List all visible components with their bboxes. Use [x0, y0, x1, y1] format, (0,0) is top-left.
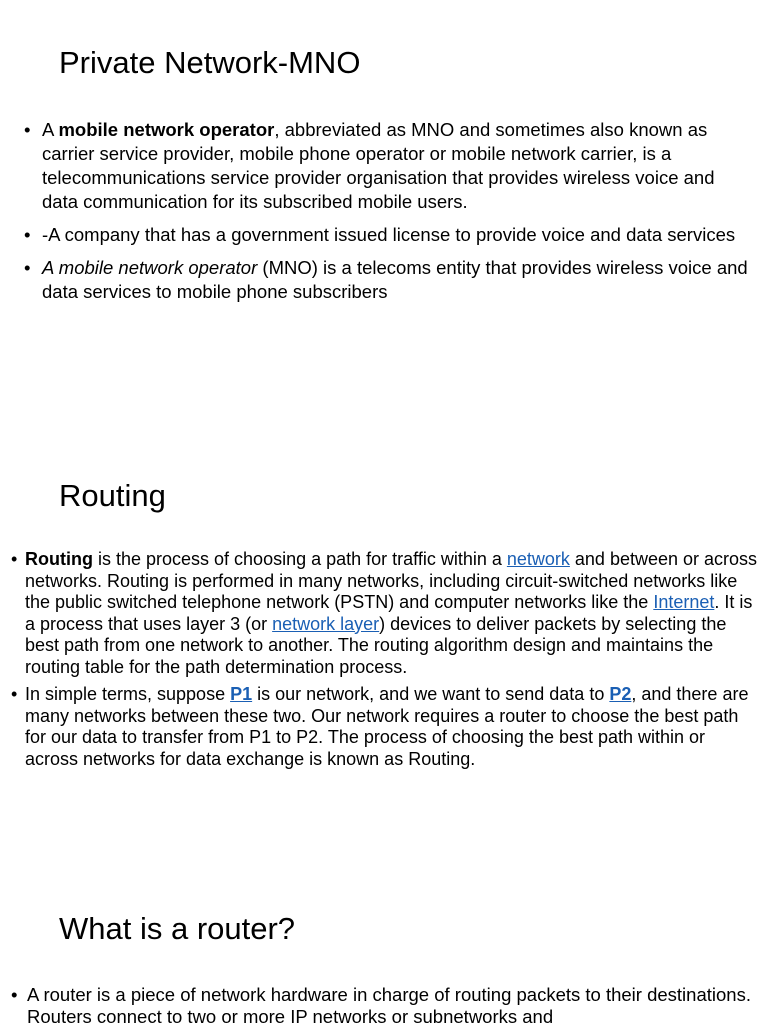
- text: is our network, and we want to send data to: [252, 684, 610, 704]
- term-mobile-network-operator: mobile network operator: [58, 119, 275, 140]
- text: and between or across networks. Routing is performed in many networks, including circuit-switched networks like the public switched telephone network (PSTN) and computer networks like the: [25, 549, 758, 612]
- routing-bullet-definition: [11, 549, 763, 678]
- link-network-layer[interactable]: network layer: [272, 613, 380, 634]
- mno-bullet-license: • -A company that has a government issued license to provide voice and data services: [24, 223, 754, 247]
- term-routing: Routing: [25, 549, 93, 569]
- text: , and there are many networks between these two. Our network requires a router to choose the best path for our data to transfer from P1 to P2. The process of choosing the best path within or across networks for data exchange is known as Routing.: [25, 684, 749, 769]
- text: ) devices to deliver packets by selecting the best path from one network to another. The routing algorithm design and maintains the routing table for the path determination process.: [25, 613, 727, 677]
- link-p2[interactable]: P2: [609, 684, 632, 704]
- router-bullet-definition: • A router is a piece of network hardware in charge of routing packets to their destinations. Routers connect to two or more IP networks or subnetworks and: [11, 984, 751, 1028]
- text: A: [42, 119, 59, 140]
- mno-bullet-list: [24, 118, 754, 313]
- routing-bullet-list: [11, 549, 763, 776]
- slide-title-router: What is a router?: [59, 911, 296, 946]
- router-bullet-list: [11, 984, 751, 1034]
- text: (MNO) is a telecoms entity that provides wireless voice and data services to mobile phone subscribers: [42, 257, 748, 302]
- slide-title-mno: Private Network-MNO: [59, 45, 361, 80]
- text: , abbreviated as MNO and sometimes also known as carrier service provider, mobile phone operator or mobile network carrier, is a telecommunications service provider organisation that provides wireless voice and data communication for its subscribed mobile users.: [42, 119, 715, 212]
- slide-title-routing: Routing: [59, 478, 166, 513]
- text: is the process of choosing a path for traffic within a: [92, 549, 507, 569]
- routing-bullet-simple-terms: [11, 684, 763, 770]
- text: In simple terms, suppose: [25, 684, 231, 704]
- text: . It is a process that uses layer 3 (or: [25, 592, 753, 634]
- link-p1[interactable]: P1: [230, 684, 253, 704]
- mno-bullet-telecom-entity: [24, 256, 754, 304]
- term-mno-italic: A mobile network operator: [42, 257, 258, 278]
- mno-bullet-definition: [24, 118, 754, 214]
- link-network[interactable]: network: [506, 549, 570, 569]
- link-internet[interactable]: Internet: [653, 592, 715, 612]
